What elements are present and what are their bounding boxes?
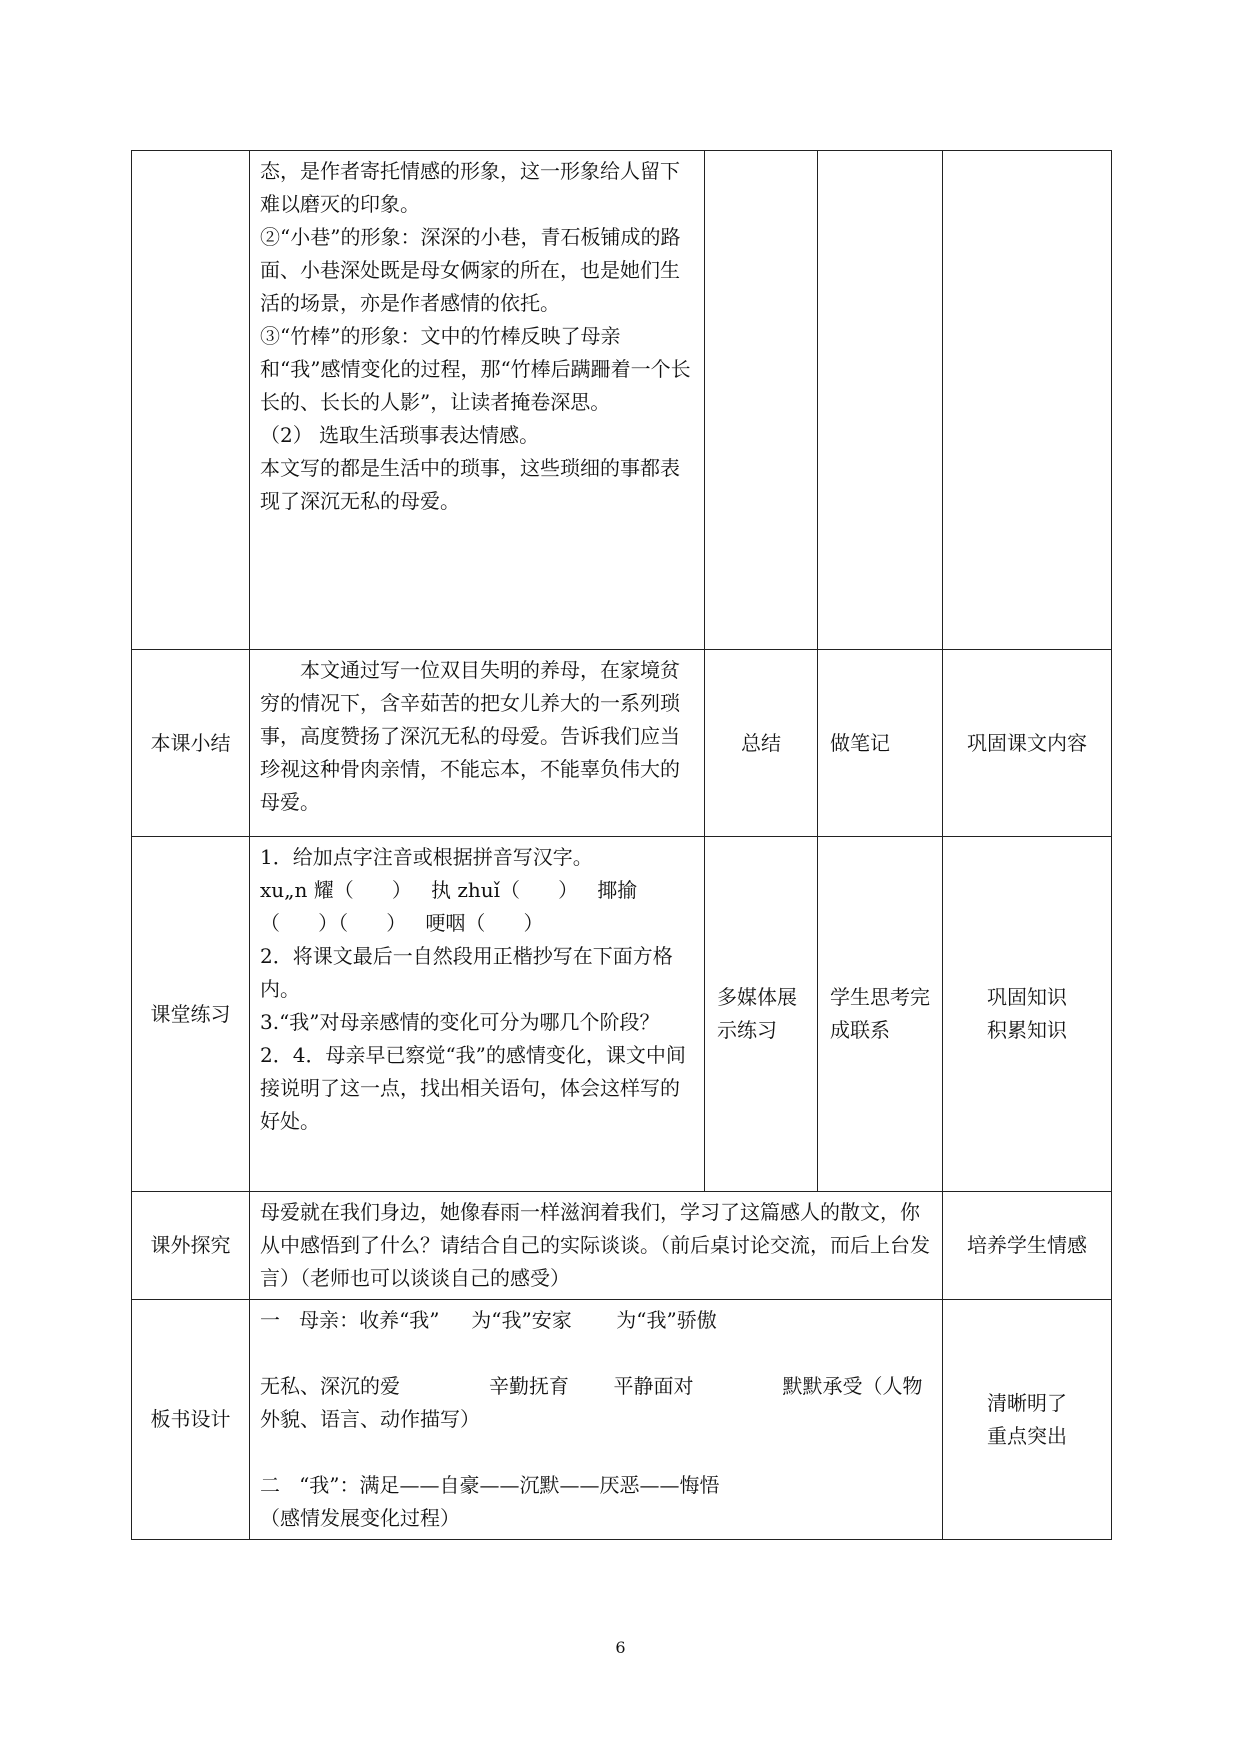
purpose-line: 巩固知识 <box>987 985 1067 1009</box>
purpose-line: 清晰明了 <box>987 1390 1067 1415</box>
spacer <box>260 1337 932 1370</box>
content-cell <box>250 650 705 837</box>
paragraph: 2．4．母亲早已察觉“我”的感情变化，课文中间接说明了这一点，找出相关语句，体会这样写的好处。 <box>260 1043 686 1133</box>
purpose-line: 重点突出 <box>987 1423 1067 1448</box>
table-row <box>132 650 1112 837</box>
row-label: 课外探究 <box>132 1192 250 1300</box>
paragraph: 本文写的都是生活中的琐事，这些琐细的事都表现了深沉无私的母爱。 <box>260 456 680 513</box>
paragraph: 母爱就在我们身边，她像春雨一样滋润着我们，学习了这篇感人的散文，你从中感悟到了什么？请结合自己的实际谈谈。（前后桌讨论交流，而后上台发言）（老师也可以谈谈自己的感受） <box>260 1200 930 1290</box>
lesson-plan-table <box>131 150 1112 1540</box>
paragraph: ②“小巷”的形象：深深的小巷，青石板铺成的路面、小巷深处既是母女俩家的所在，也是她们生活的场景，亦是作者感情的依托。 <box>260 225 681 315</box>
content-cell <box>250 1192 943 1300</box>
row-label: 课堂练习 <box>132 837 250 1192</box>
content-cell <box>250 151 705 650</box>
paragraph: 态，是作者寄托情感的形象，这一形象给人留下难以磨灭的印象。 <box>260 159 680 216</box>
purpose-cell <box>943 151 1112 650</box>
paragraph: ③“竹棒”的形象：文中的竹棒反映了母亲和“我”感情变化的过程，那“竹棒后蹒跚着一个长长的、长长的人影”，让读者掩卷深思。 <box>260 324 691 414</box>
paragraph: xu„n 耀（ ） 执 zhuǐ（ ） 揶揄 <box>260 878 638 902</box>
board-line: 无私、深沉的爱 辛勤抚育 平静面对 默默承受（人物外貌、语言、动作描写） <box>260 1374 923 1431</box>
board-line: 一 母亲：收养“我” 为“我”安家 为“我”骄傲 <box>260 1308 717 1332</box>
spacer <box>260 1436 932 1469</box>
student-activity-cell: 做笔记 <box>818 650 943 837</box>
purpose-cell: 培养学生情感 <box>943 1192 1112 1300</box>
purpose-cell: 巩固课文内容 <box>943 650 1112 837</box>
paragraph: 本文通过写一位双目失明的养母，在家境贫穷的情况下，含辛茹苦的把女儿养大的一系列琐事，高度赞扬了深沉无私的母爱。告诉我们应当珍视这种骨肉亲情，不能忘本，不能辜负伟大的母爱。 <box>260 658 680 814</box>
paragraph: 1．给加点字注音或根据拼音写汉字。 <box>260 845 593 869</box>
teacher-activity-cell: 总结 <box>705 650 818 837</box>
purpose-line: 积累知识 <box>987 1018 1067 1042</box>
teacher-activity-cell <box>705 151 818 650</box>
board-line: （感情发展变化过程） <box>260 1506 460 1530</box>
table-row <box>132 1300 1112 1540</box>
table-row <box>132 837 1112 1192</box>
row-label: 本课小结 <box>132 650 250 837</box>
student-activity-cell <box>818 151 943 650</box>
paragraph: （ ）（ ） 哽咽（ ） <box>260 911 544 935</box>
teacher-activity-cell: 多媒体展示练习 <box>705 837 818 1192</box>
paragraph: （2） 选取生活琐事表达情感。 <box>260 423 540 447</box>
board-line: 二 “我”：满足——自豪——沉默——厌恶——悔悟 <box>260 1473 720 1497</box>
content-cell <box>250 1300 943 1540</box>
content-cell <box>250 837 705 1192</box>
paragraph: 2．将课文最后一自然段用正楷抄写在下面方格内。 <box>260 944 673 1001</box>
paragraph: 3.“我”对母亲感情的变化可分为哪几个阶段？ <box>260 1010 660 1034</box>
student-activity-cell: 学生思考完成联系 <box>818 837 943 1192</box>
table-row <box>132 151 1112 650</box>
row-label: 板书设计 <box>132 1300 250 1540</box>
purpose-cell <box>943 837 1112 1192</box>
page-number: 6 <box>615 1638 626 1657</box>
purpose-cell <box>943 1300 1112 1540</box>
row-label-empty <box>132 151 250 650</box>
table-row <box>132 1192 1112 1300</box>
